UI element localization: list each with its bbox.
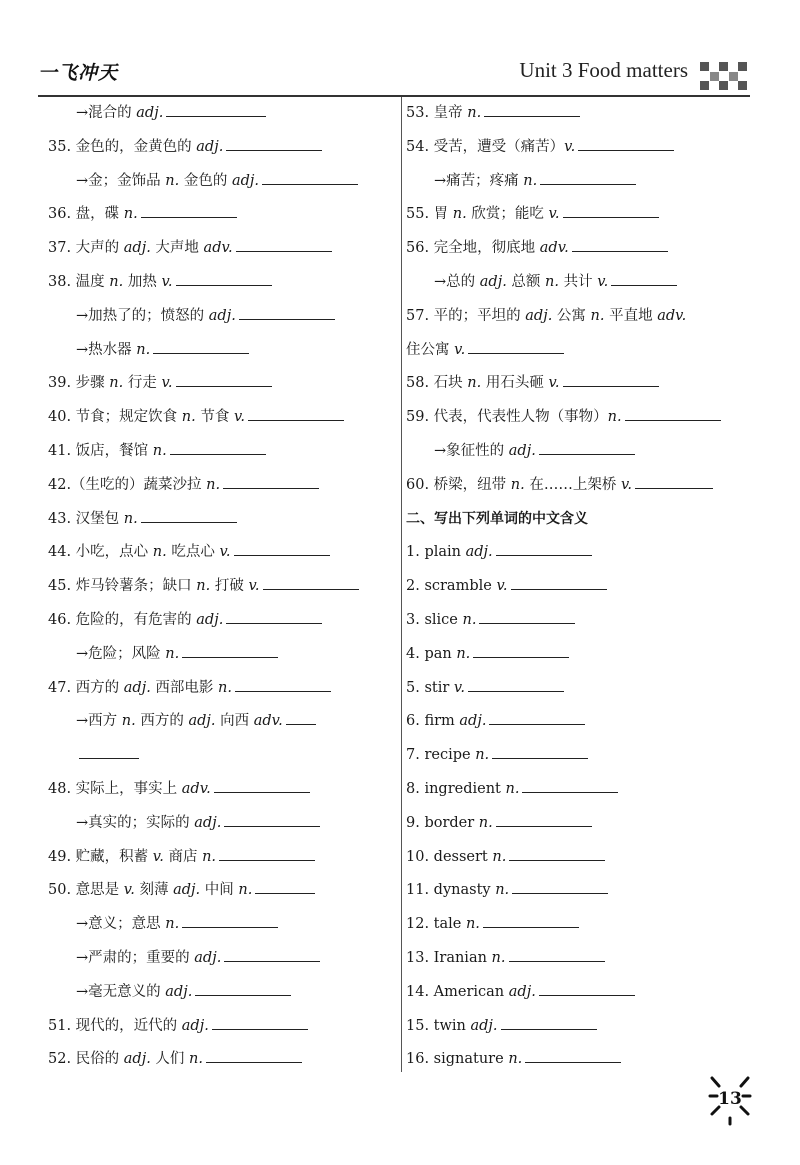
vocab-item: [406, 775, 618, 803]
answer-blank[interactable]: [611, 284, 677, 286]
page-header: [0, 0, 800, 100]
item-text: 8. ingredient n.: [406, 781, 520, 797]
item-text: 58. 石块 n. 用石头砸 v.: [406, 375, 560, 392]
item-text: 45. 炸马铃薯条；缺口 n. 打破 v.: [48, 578, 260, 595]
vocab-item: [48, 809, 320, 837]
answer-blank[interactable]: [248, 419, 344, 421]
item-text: 15. twin adj.: [406, 1017, 498, 1034]
item-text: 44. 小吃，点心 n. 吃点心 v.: [48, 544, 231, 561]
vocab-item: [406, 640, 569, 668]
vocab-item: [406, 403, 721, 431]
answer-blank[interactable]: [511, 588, 607, 590]
vocab-item: [406, 606, 575, 634]
item-text: 13. Iranian n.: [406, 950, 506, 966]
answer-blank[interactable]: [572, 250, 668, 252]
answer-blank[interactable]: [176, 284, 272, 286]
answer-blank[interactable]: [539, 994, 635, 996]
vocab-item: [406, 741, 588, 769]
section-heading: [406, 505, 588, 533]
item-text: 5. stir v.: [406, 679, 465, 696]
item-text: 53. 皇帝 n.: [406, 105, 482, 121]
answer-blank[interactable]: [625, 419, 721, 421]
answer-blank[interactable]: [141, 216, 237, 218]
item-text: →金；金饰品 n. 金色的 adj.: [76, 172, 259, 189]
answer-blank[interactable]: [489, 723, 585, 725]
item-text: →真实的；实际的 adj.: [76, 814, 222, 831]
item-text: →严肃的；重要的 adj.: [76, 950, 222, 966]
answer-blank[interactable]: [468, 690, 564, 692]
item-text: 60. 桥梁，纽带 n. 在……上架桥 v.: [406, 476, 633, 493]
column-divider: [401, 97, 402, 1072]
vocab-item: [406, 234, 668, 262]
header-rule: [38, 95, 750, 97]
checker-square: [700, 81, 709, 90]
vocab-item: [406, 336, 564, 364]
item-text: 43. 汉堡包 n.: [48, 510, 138, 527]
vocab-item: [406, 910, 579, 938]
vocab-item: [48, 167, 358, 195]
item-text: 49. 贮藏，积蓄 v. 商店 n.: [48, 848, 217, 865]
answer-blank[interactable]: [635, 487, 713, 489]
answer-blank[interactable]: [219, 859, 315, 861]
item-text: 40. 节食；规定饮食 n. 节食 v.: [48, 409, 246, 426]
answer-blank[interactable]: [496, 825, 592, 827]
item-text: 12. tale n.: [406, 916, 480, 933]
item-text: →象征性的 adj.: [434, 443, 536, 459]
vocab-item: [406, 437, 635, 465]
vocab-item: [48, 1045, 302, 1073]
checker-decoration-icon: [700, 62, 748, 90]
vocab-item: [48, 369, 272, 397]
item-text: →混合的 adj.: [76, 105, 164, 121]
item-text: →西方 n. 西方的 adj. 向西 adv.: [76, 713, 283, 730]
item-text: 11. dynasty n.: [406, 882, 510, 899]
item-text: 38. 温度 n. 加热 v.: [48, 274, 173, 290]
vocab-item: [48, 133, 322, 161]
vocab-item: [406, 876, 608, 904]
item-text: 47. 西方的 adj. 西部电影 n.: [48, 679, 232, 696]
answer-blank[interactable]: [206, 1061, 302, 1063]
vocab-item: [48, 944, 320, 972]
vocab-item: [48, 572, 359, 600]
checker-square: [738, 62, 747, 71]
vocab-item: [406, 809, 592, 837]
vocab-item: [406, 843, 605, 871]
answer-blank[interactable]: [262, 183, 358, 185]
answer-blank[interactable]: [563, 216, 659, 218]
item-text: 41. 饭店，餐馆 n.: [48, 443, 167, 459]
vocab-item: [48, 437, 266, 465]
answer-blank[interactable]: [239, 318, 335, 320]
vocab-item: [48, 200, 237, 228]
answer-blank[interactable]: [236, 250, 332, 252]
answer-blank[interactable]: [226, 622, 322, 624]
item-text: 二、写出下列单词的中文含义: [406, 510, 588, 527]
answer-blank[interactable]: [214, 791, 310, 793]
item-text: 1. plain adj.: [406, 544, 493, 561]
item-text: 14. American adj.: [406, 983, 536, 1000]
item-text: 48. 实际上，事实上 adv.: [48, 781, 211, 797]
answer-blank[interactable]: [234, 554, 330, 556]
item-text: 54. 受苦，遭受（痛苦）v.: [406, 138, 576, 155]
unit-title: Unit 3 Food matters: [519, 58, 688, 82]
answer-blank[interactable]: [501, 1028, 597, 1030]
vocab-item: [48, 606, 322, 634]
answer-blank[interactable]: [176, 385, 272, 387]
item-text: 56. 完全地，彻底地 adv.: [406, 240, 569, 257]
vocab-item: [406, 572, 607, 600]
vocab-item: [406, 200, 659, 228]
answer-blank[interactable]: [224, 825, 320, 827]
item-text: 3. slice n.: [406, 612, 477, 628]
answer-blank[interactable]: [496, 554, 592, 556]
answer-blank[interactable]: [255, 892, 315, 894]
answer-blank[interactable]: [166, 115, 266, 117]
vocab-item: [48, 1012, 308, 1040]
vocab-item: [406, 133, 674, 161]
item-text: →总的 adj. 总额 n. 共计 v.: [434, 274, 609, 290]
answer-blank[interactable]: [153, 352, 249, 354]
vocab-item: [48, 741, 139, 769]
vocab-item: [48, 302, 335, 330]
page-number: 13: [718, 1089, 742, 1109]
vocab-item: [48, 775, 310, 803]
answer-blank[interactable]: [563, 385, 659, 387]
vocab-item: [406, 944, 605, 972]
answer-blank[interactable]: [224, 960, 320, 962]
vocab-item: [406, 1012, 597, 1040]
item-text: 16. signature n.: [406, 1051, 523, 1068]
answer-blank[interactable]: [509, 960, 605, 962]
item-text: 7. recipe n.: [406, 747, 490, 764]
vocab-item: [406, 302, 686, 330]
brand-logo: 一飞冲天: [38, 62, 119, 84]
vocab-item: [48, 707, 316, 735]
item-text: →热水器 n.: [76, 341, 151, 358]
vocab-item: [48, 336, 249, 364]
vocab-item: [48, 234, 332, 262]
vocab-item: [406, 707, 585, 735]
answer-blank[interactable]: [182, 926, 278, 928]
item-text: 9. border n.: [406, 814, 493, 831]
checker-square: [719, 62, 728, 71]
answer-blank[interactable]: [540, 183, 636, 185]
answer-blank[interactable]: [509, 859, 605, 861]
item-text: 6. firm adj.: [406, 713, 487, 730]
vocab-item: [48, 876, 315, 904]
item-text: 36. 盘，碟 n.: [48, 206, 138, 223]
item-text: 35. 金色的，金黄色的 adj.: [48, 138, 224, 155]
vocab-item: [48, 471, 319, 499]
item-text: 57. 平的；平坦的 adj. 公寓 n. 平直地 adv.: [406, 307, 687, 324]
checker-square: [738, 81, 747, 90]
item-text: →毫无意义的 adj.: [76, 983, 193, 1000]
vocab-item: [48, 910, 278, 938]
item-text: 55. 胃 n. 欣赏；能吃 v.: [406, 206, 560, 223]
answer-blank[interactable]: [484, 115, 580, 117]
answer-blank[interactable]: [479, 622, 575, 624]
item-text: 46. 危险的，有危害的 adj.: [48, 612, 224, 628]
vocab-item: [48, 978, 291, 1006]
item-text: 51. 现代的，近代的 adj.: [48, 1017, 209, 1034]
item-text: 59. 代表，代表性人物（事物）n.: [406, 409, 622, 426]
vocab-item: [48, 268, 272, 296]
vocab-item: [406, 978, 635, 1006]
vocab-item: [406, 538, 592, 566]
item-text: →加热了的；愤怒的 adj.: [76, 307, 236, 324]
vocab-item: [48, 505, 237, 533]
item-text: 52. 民俗的 adj. 人们 n.: [48, 1051, 203, 1068]
checker-square: [700, 62, 709, 71]
answer-blank[interactable]: [525, 1061, 621, 1063]
vocab-item: [406, 167, 636, 195]
vocab-item: [48, 403, 344, 431]
answer-blank[interactable]: [473, 656, 569, 658]
item-text: 39. 步骤 n. 行走 v.: [48, 375, 173, 392]
item-text: 42.（生吃的）蔬菜沙拉 n.: [48, 476, 221, 493]
answer-blank[interactable]: [492, 757, 588, 759]
answer-blank[interactable]: [170, 453, 266, 455]
answer-blank[interactable]: [539, 453, 635, 455]
item-text: →痛苦；疼痛 n.: [434, 172, 538, 189]
answer-blank[interactable]: [212, 1028, 308, 1030]
item-text: 住公寓 v.: [406, 341, 466, 358]
item-text: 50. 意思是 v. 刻薄 adj. 中间 n.: [48, 882, 253, 899]
answer-blank[interactable]: [483, 926, 579, 928]
vocab-item: [48, 538, 330, 566]
item-text: 10. dessert n.: [406, 848, 507, 865]
answer-blank[interactable]: [195, 994, 291, 996]
vocab-item: [48, 99, 266, 127]
answer-blank[interactable]: [512, 892, 608, 894]
answer-blank[interactable]: [263, 588, 359, 590]
item-text: 4. pan n.: [406, 645, 471, 662]
answer-blank[interactable]: [468, 352, 564, 354]
checker-square: [710, 72, 719, 81]
page-number-badge: [706, 1068, 754, 1126]
item-text: 2. scramble v.: [406, 578, 508, 595]
answer-blank[interactable]: [226, 149, 322, 151]
vocab-item: [406, 471, 713, 499]
vocab-item: [48, 640, 278, 668]
item-text: →危险；风险 n.: [76, 645, 180, 662]
answer-blank[interactable]: [223, 487, 319, 489]
vocab-item: [406, 268, 677, 296]
checker-square: [719, 81, 728, 90]
answer-blank[interactable]: [286, 723, 316, 725]
answer-blank[interactable]: [182, 656, 278, 658]
vocab-item: [48, 674, 331, 702]
answer-blank[interactable]: [522, 791, 618, 793]
answer-blank[interactable]: [578, 149, 674, 151]
vocab-item: [406, 674, 564, 702]
vocab-item: [406, 369, 659, 397]
item-text: 37. 大声的 adj. 大声地 adv.: [48, 240, 233, 257]
vocab-item: [406, 99, 580, 127]
item-text: →意义；意思 n.: [76, 916, 180, 933]
checker-square: [729, 72, 738, 81]
answer-blank[interactable]: [235, 690, 331, 692]
vocab-item: [406, 1045, 621, 1073]
answer-blank[interactable]: [79, 757, 139, 759]
answer-blank[interactable]: [141, 521, 237, 523]
vocab-item: [48, 843, 315, 871]
